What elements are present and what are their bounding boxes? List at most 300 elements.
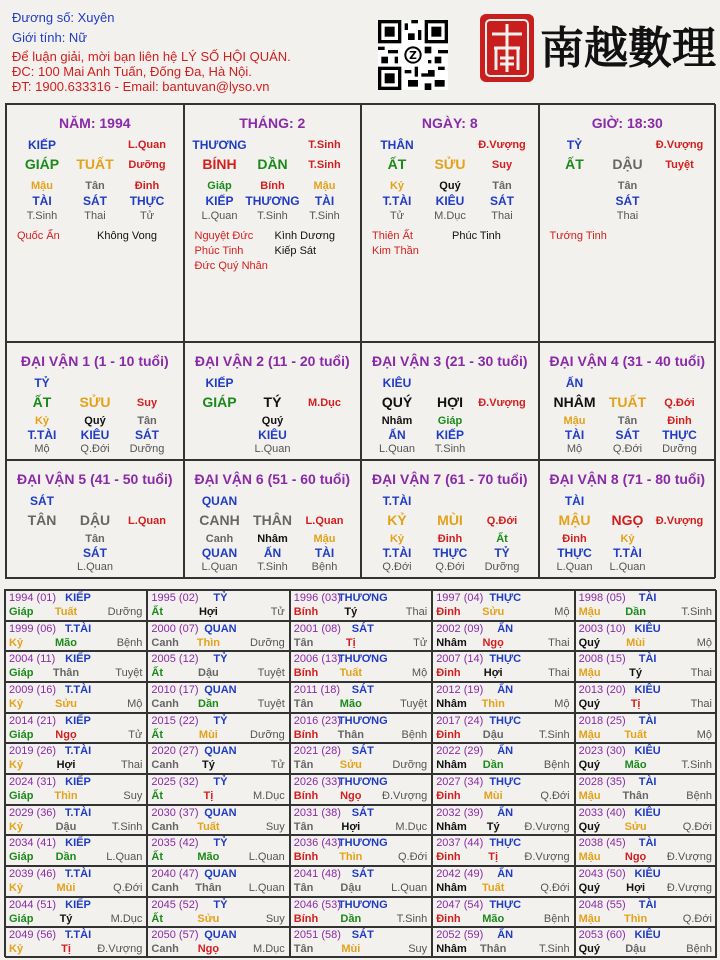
year-truongsinh: Đ.Vượng (666, 882, 712, 894)
pillar-truongsinh: T.Sinh (308, 159, 341, 171)
year-thapthan: TÀI (638, 653, 657, 666)
daivan-thapthan: TÀI (564, 494, 585, 508)
hidden-truongsinh: L.Quan (201, 561, 238, 573)
year-cell (147, 897, 289, 928)
year-thapthan: T.TÀI (64, 929, 92, 942)
year-thapthan: QUAN (204, 868, 237, 880)
daivan-title: ĐẠI VẬN 3 (21 - 30 tuổi) (371, 353, 528, 369)
daivan-truongsinh: Đ.Vượng (478, 397, 526, 409)
hidden-truongsinh: Mộ (34, 443, 50, 455)
hidden-truongsinh: L.Quan (76, 561, 114, 573)
year-can: Quý (578, 820, 600, 833)
hidden-thapthan: SÁT (135, 428, 159, 442)
hidden-thapthan: ẤN (388, 428, 406, 442)
star-name: Quốc Ấn (17, 230, 60, 242)
year-label: 2014 (21) (9, 714, 57, 727)
daivan-chi: NGỌ (611, 512, 644, 528)
star-name: Phúc Tinh (452, 230, 501, 242)
year-can: Nhâm (436, 882, 467, 894)
year-truongsinh: Dưỡng (250, 636, 285, 649)
year-label: 2033 (40) (578, 806, 626, 819)
year-cell (5, 682, 147, 713)
hidden-thapthan: KIÊU (80, 428, 110, 442)
year-can: Quý (578, 882, 600, 894)
year-can: Quý (578, 698, 600, 710)
year-thapthan: T.TÀI (64, 745, 92, 758)
year-chi: Dần (198, 698, 219, 710)
year-can: Tân (293, 636, 314, 649)
year-label: 2022 (29) (436, 745, 484, 758)
year-thapthan: T.TÀI (64, 868, 92, 880)
hidden-truongsinh: L.Quan (378, 443, 416, 455)
year-chi: Tị (630, 698, 641, 710)
year-truongsinh: L.Quan (106, 851, 143, 864)
year-chi: Tuất (624, 728, 647, 741)
year-label: 2001 (08) (293, 622, 341, 635)
year-truongsinh: T.Sinh (539, 943, 570, 956)
year-chi: Mão (55, 636, 77, 649)
pillar-thapthan: KIẾP (27, 138, 57, 152)
hidden-truongsinh: M.Dục (434, 210, 466, 222)
year-cell (147, 621, 289, 652)
year-truongsinh: Mộ (411, 667, 428, 680)
year-cell (575, 927, 717, 958)
hidden-truongsinh: Q.Đới (382, 561, 412, 573)
hidden-thapthan: THỰC (662, 428, 697, 442)
year-label: 2027 (34) (436, 776, 484, 788)
star-name: Tướng Tinh (549, 230, 607, 242)
year-cell (432, 835, 574, 866)
hidden-can: Mậu (313, 533, 336, 545)
year-can: Tân (293, 882, 314, 894)
hidden-can: Tân (137, 415, 157, 427)
pillar-title: NGÀY: 8 (421, 115, 478, 131)
hidden-can: Giáp (437, 415, 463, 427)
year-truongsinh: L.Quan (248, 851, 285, 864)
year-truongsinh: Mộ (554, 606, 570, 618)
year-thapthan: KIÊU (634, 806, 661, 819)
hidden-thapthan: THỰC (557, 546, 592, 560)
hidden-can: Đinh (134, 180, 160, 192)
year-label: 2021 (28) (293, 745, 341, 758)
hidden-can: Quý (439, 180, 461, 192)
year-chi: Ngọ (197, 943, 220, 956)
year-thapthan: T.TÀI (64, 806, 92, 819)
year-label: 1998 (05) (578, 592, 626, 604)
daivan-thapthan: KIÊU (382, 376, 412, 390)
year-chi: Ngọ (624, 851, 647, 864)
daivan-cell (6, 460, 184, 578)
daivan-chi: MÙI (437, 512, 463, 528)
year-thapthan: TỶ (213, 776, 228, 788)
year-cell (290, 651, 432, 682)
year-cell (290, 866, 432, 897)
daivan-chi: TUẤT (608, 394, 647, 410)
hidden-can: Giáp (207, 180, 232, 192)
year-thapthan: ẤN (497, 684, 514, 696)
year-cell (432, 713, 574, 744)
year-chi: Ngọ (340, 790, 362, 802)
pillar-thapthan: TỶ (566, 138, 583, 152)
year-truongsinh: Q.Đới (540, 790, 570, 802)
year-truongsinh: Dưỡng (392, 759, 428, 772)
year-chi: Mùi (56, 882, 76, 894)
hidden-thapthan: SÁT (615, 428, 640, 442)
year-chi: Thìn (196, 636, 220, 649)
year-thapthan: T.TÀI (64, 684, 92, 696)
year-cell (575, 897, 717, 928)
year-chi: Thân (480, 943, 507, 956)
year-can: Mậu (578, 606, 601, 618)
year-cell (5, 774, 147, 805)
year-thapthan: QUAN (204, 806, 237, 819)
hidden-truongsinh: Dưỡng (129, 443, 165, 455)
hidden-truongsinh: Thai (491, 210, 513, 222)
year-label: 2006 (13) (293, 653, 341, 666)
year-can: Bính (293, 790, 319, 802)
year-thapthan: KIẾP (65, 592, 91, 604)
hidden-truongsinh: L.Quan (254, 443, 291, 455)
year-cell (147, 743, 289, 774)
hidden-thapthan: TÀI (314, 194, 335, 208)
year-thapthan: TÀI (638, 714, 657, 727)
daivan-can: TÂN (27, 512, 57, 528)
year-truongsinh: Đ.Vượng (382, 790, 428, 802)
year-label: 2043 (50) (578, 868, 626, 880)
year-cell (5, 835, 147, 866)
hidden-truongsinh: Dưỡng (484, 561, 520, 573)
year-can: Bính (293, 912, 319, 925)
daivan-cell (361, 460, 539, 578)
year-cell (432, 897, 574, 928)
pillar-truongsinh-main: L.Quan (128, 139, 166, 151)
daivan-can: QUÝ (381, 394, 413, 410)
year-thapthan: KIẾP (65, 714, 91, 727)
hidden-thapthan: THỰC (432, 546, 468, 560)
year-label: 2004 (11) (9, 653, 56, 666)
year-chi: Sửu (54, 698, 78, 710)
year-label: 2015 (22) (151, 714, 199, 727)
year-can: Kỷ (9, 820, 24, 833)
year-chi: Hợi (341, 820, 361, 833)
year-thapthan: QUAN (204, 745, 237, 758)
year-thapthan: QUAN (204, 622, 237, 635)
year-truongsinh: Tuyệt (400, 698, 428, 710)
year-label: 2018 (25) (578, 714, 626, 727)
year-chi: Dần (340, 912, 362, 925)
year-chi: Tý (59, 912, 73, 925)
year-truongsinh: Dưỡng (107, 606, 143, 618)
year-chi: Sửu (482, 606, 505, 618)
star-name: Kình Dương (274, 230, 335, 242)
year-can: Kỷ (9, 698, 24, 710)
year-cell (290, 682, 432, 713)
year-can: Bính (293, 606, 319, 618)
year-label: 2009 (16) (9, 684, 57, 696)
year-can: Kỷ (9, 759, 24, 772)
pillar-cell (361, 104, 539, 342)
year-cell (575, 713, 717, 744)
header (0, 0, 720, 100)
year-truongsinh: Mộ (696, 636, 712, 649)
year-cell (5, 866, 147, 897)
year-can: Mậu (578, 851, 601, 864)
year-thapthan: KIÊU (634, 684, 661, 696)
year-cell (290, 774, 432, 805)
year-thapthan: SÁT (351, 622, 374, 635)
year-chi: Thìn (339, 851, 363, 864)
year-chi: Ngọ (482, 636, 504, 649)
year-cell (147, 590, 289, 621)
year-label: 2036 (43) (293, 837, 341, 850)
daivan-chi: SỬU (79, 394, 111, 410)
star-name: Phúc Tinh (194, 245, 244, 257)
year-cell (432, 927, 574, 958)
pillar-can: ẤT (565, 156, 584, 172)
year-thapthan: TỶ (213, 898, 228, 911)
year-chi: Tý (486, 820, 500, 833)
year-label: 2017 (24) (436, 714, 484, 727)
year-truongsinh: Q.Đới (113, 882, 143, 894)
star-name: Không Vong (97, 230, 157, 242)
year-can: Đinh (436, 667, 461, 680)
year-label: 2016 (23) (293, 714, 341, 727)
year-can: Giáp (9, 606, 34, 618)
pillar-chi: DẬU (612, 156, 643, 172)
year-truongsinh: Đ.Vượng (524, 820, 570, 833)
year-chi: Mão (482, 912, 505, 925)
year-cell (5, 927, 147, 958)
year-label: 2005 (12) (151, 653, 199, 666)
year-can: Đinh (436, 912, 461, 925)
year-thapthan: ẤN (497, 868, 514, 880)
hidden-can: Kỷ (34, 415, 50, 427)
year-label: 2037 (44) (436, 837, 484, 850)
year-label: 2045 (52) (151, 898, 199, 911)
year-can: Canh (151, 820, 179, 833)
year-label: 2025 (32) (151, 776, 199, 788)
hidden-truongsinh: Q.Đới (435, 561, 465, 573)
hidden-thapthan: KIÊU (435, 194, 465, 208)
year-truongsinh: Suy (408, 943, 428, 956)
year-chi: Dậu (55, 820, 77, 833)
hidden-truongsinh: Tử (389, 210, 405, 222)
gender: Giới tính: Nữ (12, 30, 88, 45)
hidden-can: Tân (617, 415, 638, 427)
hidden-can: Mậu (313, 180, 336, 192)
year-thapthan: THƯƠNG (337, 714, 388, 727)
year-chi: Dậu (340, 882, 362, 894)
year-label: 1994 (01) (9, 592, 57, 604)
hidden-thapthan: KIẾP (205, 194, 234, 208)
year-cell (147, 682, 289, 713)
pillar-thapthan: THÂN (380, 138, 414, 152)
year-label: 2046 (53) (293, 898, 341, 911)
year-label: 2029 (36) (9, 806, 57, 819)
year-chi: Thân (195, 882, 222, 894)
year-can: Nhâm (436, 943, 467, 956)
year-label: 2010 (17) (151, 684, 199, 696)
year-can: Tân (293, 759, 314, 772)
hidden-can: Ất (496, 533, 508, 545)
pillar-truongsinh-main: Đ.Vượng (478, 139, 526, 151)
year-label: 2053 (60) (578, 929, 626, 942)
year-thapthan: QUAN (204, 929, 237, 942)
year-truongsinh: Tuyệt (257, 698, 285, 710)
year-thapthan: ẤN (497, 929, 514, 942)
daivan-truongsinh: L.Quan (128, 515, 166, 527)
year-can: Đinh (436, 790, 461, 802)
year-label: 1995 (02) (151, 592, 199, 604)
year-label: 2000 (07) (151, 622, 199, 635)
year-chi: Tý (201, 759, 215, 772)
year-label: 2038 (45) (578, 837, 626, 850)
year-cell (147, 835, 289, 866)
year-truongsinh: M.Dục (253, 790, 285, 802)
year-chi: Dậu (625, 943, 646, 956)
year-truongsinh: L.Quan (391, 882, 428, 894)
daivan-title: ĐẠI VẬN 1 (1 - 10 tuổi) (20, 353, 169, 369)
year-can: Canh (151, 943, 179, 956)
year-thapthan: SÁT (351, 929, 374, 942)
year-thapthan: THỰC (489, 837, 522, 850)
contact-text: Để luận giải, mời bạn liên hệ LÝ SỐ HỘI QUÁN. (12, 49, 291, 64)
hidden-thapthan: T.TÀI (613, 546, 642, 560)
year-truongsinh: Thai (690, 698, 712, 710)
year-can: Canh (151, 698, 179, 710)
hidden-truongsinh: Thai (616, 210, 639, 222)
year-chi: Tý (344, 606, 358, 618)
pillar-title: THÁNG: 2 (239, 115, 306, 131)
phone-email[interactable]: ĐT: 1900.633316 - Email: bantuvan@lyso.vn (12, 79, 270, 94)
year-label: 2035 (42) (151, 837, 199, 850)
year-can: Canh (151, 882, 179, 894)
chart-grid (5, 103, 715, 579)
hidden-thapthan: SÁT (83, 194, 107, 208)
year-chi: Tuất (339, 667, 362, 680)
daivan-cell (184, 342, 362, 460)
daivan-title: ĐẠI VẬN 2 (11 - 20 tuổi) (194, 353, 350, 369)
year-label: 2007 (14) (436, 653, 484, 666)
hidden-can: Tân (85, 533, 105, 545)
address-text: ĐC: 100 Mai Anh Tuấn, Đống Đa, Hà Nội. (12, 64, 252, 79)
year-chi: Thân (52, 667, 80, 680)
year-can: Đinh (436, 851, 461, 864)
year-chi: Tị (488, 851, 499, 864)
hidden-thapthan: TÀI (564, 428, 585, 442)
daivan-title: ĐẠI VẬN 4 (31 - 40 tuổi) (549, 353, 706, 369)
hidden-truongsinh: T.Sinh (434, 443, 466, 455)
year-can: Bính (293, 851, 319, 864)
hidden-truongsinh: Q.Đới (80, 443, 110, 455)
hidden-can: Quý (84, 415, 106, 427)
year-cell (290, 621, 432, 652)
annual-table (4, 589, 716, 957)
hidden-can: Đinh (667, 415, 692, 427)
year-chi: Tuất (197, 820, 220, 833)
year-truongsinh: L.Quan (248, 882, 285, 894)
pillar-can: BÍNH (202, 156, 237, 172)
year-thapthan: KIÊU (634, 929, 661, 942)
daivan-truongsinh: Q.Đới (486, 515, 518, 527)
year-cell (432, 590, 574, 621)
year-truongsinh: Thai (120, 759, 143, 772)
year-thapthan: THỰC (489, 776, 522, 788)
year-truongsinh: Dưỡng (250, 728, 285, 741)
year-cell (432, 651, 574, 682)
year-thapthan: THƯƠNG (337, 898, 388, 911)
hidden-truongsinh: T.Sinh (257, 210, 288, 222)
year-cell (147, 774, 289, 805)
year-label: 2041 (48) (293, 868, 341, 880)
year-truongsinh: Thai (548, 636, 570, 649)
year-cell (432, 774, 574, 805)
year-label: 2044 (51) (9, 898, 57, 911)
daivan-truongsinh: Q.Đới (664, 397, 695, 409)
hidden-truongsinh: L.Quan (556, 561, 593, 573)
hidden-thapthan: KIÊU (258, 428, 287, 442)
svg-text:南越數理: 南越數理 (540, 23, 716, 74)
pillar-truongsinh: Suy (491, 159, 513, 171)
pillar-title: GIỜ: 18:30 (591, 115, 663, 131)
year-cell (290, 835, 432, 866)
year-chi: Mão (339, 698, 362, 710)
year-chi: Mùi (341, 943, 361, 956)
hidden-truongsinh: Mộ (566, 443, 583, 455)
pillar-truongsinh-main: T.Sinh (308, 139, 341, 151)
year-cell (5, 590, 147, 621)
star-name: Nguyệt Đức (194, 230, 254, 242)
year-can: Nhâm (436, 636, 467, 649)
hidden-can: Quý (261, 415, 284, 427)
year-cell (575, 651, 717, 682)
year-thapthan: TÀI (638, 776, 657, 788)
qr-code-icon[interactable] (378, 20, 448, 90)
year-label: 2013 (20) (578, 684, 626, 696)
hidden-truongsinh: Q.Đới (612, 443, 643, 455)
daivan-can: MẬU (558, 512, 591, 528)
pillar-cell (184, 104, 362, 342)
hidden-can: Mậu (563, 415, 586, 427)
year-can: Kỷ (9, 882, 24, 894)
year-cell (290, 805, 432, 836)
year-label: 2040 (47) (151, 868, 199, 880)
year-can: Giáp (9, 912, 34, 925)
year-chi: Tuất (481, 882, 505, 894)
year-cell (575, 805, 717, 836)
pillar-title: NĂM: 1994 (58, 115, 131, 131)
hidden-truongsinh: T.Sinh (309, 210, 340, 222)
year-thapthan: TỶ (213, 837, 228, 850)
daivan-can: NHÂM (553, 394, 596, 410)
daivan-truongsinh: L.Quan (305, 515, 344, 527)
hidden-can: Kỷ (620, 533, 635, 545)
hidden-truongsinh: T.Sinh (257, 561, 288, 573)
year-can: Ất (151, 728, 163, 741)
year-chi: Hợi (56, 759, 76, 772)
daivan-title: ĐẠI VẬN 6 (51 - 60 tuổi) (194, 471, 351, 487)
hidden-can: Nhâm (381, 415, 413, 427)
year-truongsinh: Tử (128, 728, 143, 741)
year-can: Bính (293, 667, 319, 680)
year-label: 1997 (04) (436, 592, 484, 604)
year-thapthan: THƯƠNG (337, 776, 388, 788)
hidden-can: Mậu (31, 180, 53, 192)
daivan-chi: THÂN (253, 512, 292, 528)
star-name: Đức Quý Nhân (194, 260, 268, 272)
year-truongsinh: Thai (690, 667, 712, 680)
year-chi: Thân (337, 728, 364, 741)
